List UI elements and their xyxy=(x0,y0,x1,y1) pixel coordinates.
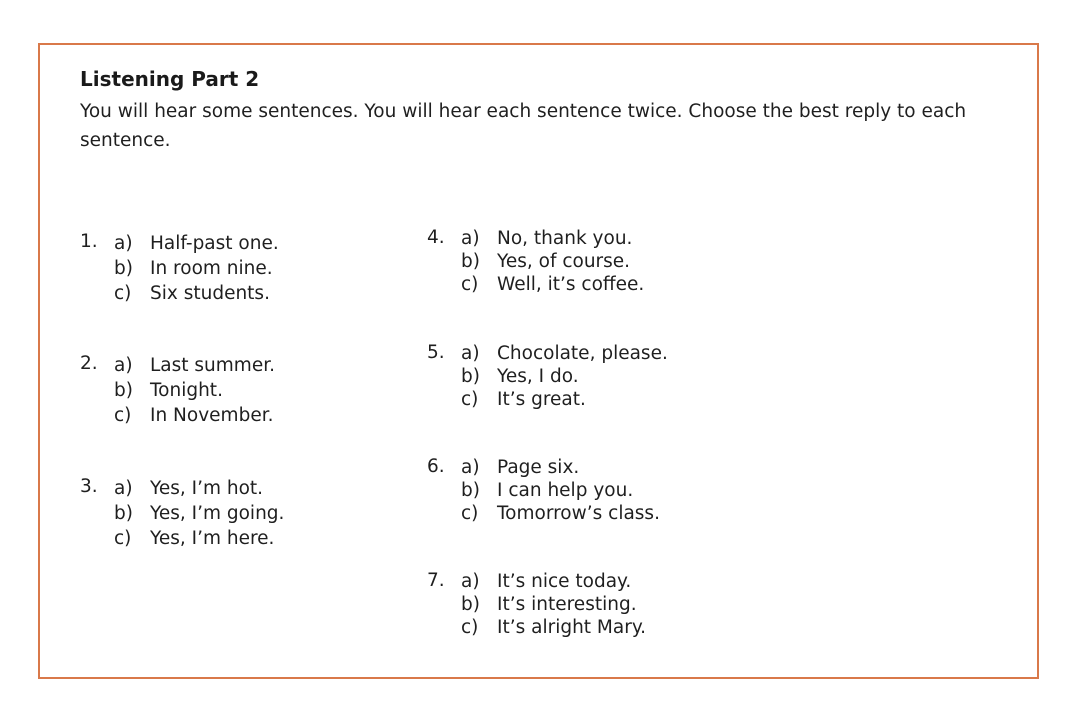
option-letter: c) xyxy=(114,283,132,304)
question-number: 2. xyxy=(80,353,98,374)
option-c xyxy=(114,526,274,551)
option-c xyxy=(461,502,660,525)
option-letter: a) xyxy=(461,571,480,592)
option-text: It’s nice today. xyxy=(497,571,632,592)
option-b xyxy=(114,501,284,526)
option-letter: b) xyxy=(461,366,480,387)
option-b xyxy=(461,479,633,502)
option-letter: a) xyxy=(114,355,133,376)
exercise-title: Listening Part 2 xyxy=(80,67,260,91)
option-text: In room nine. xyxy=(150,258,273,279)
option-letter: b) xyxy=(461,251,480,272)
option-a xyxy=(461,342,668,365)
option-text: Half-past one. xyxy=(150,233,279,254)
option-b xyxy=(461,365,579,388)
option-a xyxy=(461,456,579,479)
option-text: Last summer. xyxy=(150,355,275,376)
option-text: Yes, I’m going. xyxy=(150,503,285,524)
option-text: Yes, of course. xyxy=(497,251,631,272)
option-a xyxy=(114,476,263,501)
option-letter: b) xyxy=(114,258,133,279)
exercise-instructions: You will hear some sentences. You will hear each sentence twice. Choose the best reply to each sentence. xyxy=(80,101,967,151)
exercise-frame xyxy=(38,43,1039,679)
option-letter: a) xyxy=(114,478,133,499)
option-a xyxy=(114,353,275,378)
option-letter: a) xyxy=(461,228,480,249)
option-letter: b) xyxy=(114,380,133,401)
option-letter: c) xyxy=(461,274,479,295)
option-letter: b) xyxy=(461,594,480,615)
question-number: 3. xyxy=(80,476,98,497)
option-a xyxy=(461,227,632,250)
option-letter: a) xyxy=(461,343,480,364)
option-text: Page six. xyxy=(497,457,580,478)
option-text: In November. xyxy=(150,405,274,426)
option-b xyxy=(461,250,630,273)
option-letter: a) xyxy=(114,233,133,254)
option-c xyxy=(114,403,273,428)
option-text: Tonight. xyxy=(150,380,223,401)
option-text: Yes, I do. xyxy=(497,366,579,387)
option-text: No, thank you. xyxy=(497,228,633,249)
option-text: Well, it’s coffee. xyxy=(497,274,645,295)
option-text: It’s interesting. xyxy=(497,594,637,615)
option-a xyxy=(114,231,279,256)
question-number: 5. xyxy=(427,342,445,363)
option-b xyxy=(114,256,273,281)
option-a xyxy=(461,570,631,593)
option-b xyxy=(114,378,223,403)
option-letter: b) xyxy=(461,480,480,501)
option-letter: b) xyxy=(114,503,133,524)
option-letter: c) xyxy=(461,389,479,410)
option-c xyxy=(114,281,270,306)
option-c xyxy=(461,616,646,639)
option-letter: a) xyxy=(461,457,480,478)
option-text: Yes, I’m here. xyxy=(150,528,275,549)
question-number: 1. xyxy=(80,231,98,252)
option-c xyxy=(461,388,586,411)
option-text: I can help you. xyxy=(497,480,634,501)
option-text: Tomorrow’s class. xyxy=(497,503,660,524)
option-c xyxy=(461,273,644,296)
question-number: 4. xyxy=(427,227,445,248)
option-letter: c) xyxy=(114,528,132,549)
option-text: It’s great. xyxy=(497,389,586,410)
question-number: 6. xyxy=(427,456,445,477)
option-letter: c) xyxy=(461,503,479,524)
option-letter: c) xyxy=(461,617,479,638)
option-text: It’s alright Mary. xyxy=(497,617,647,638)
option-text: Yes, I’m hot. xyxy=(150,478,264,499)
option-letter: c) xyxy=(114,405,132,426)
option-b xyxy=(461,593,637,616)
option-text: Chocolate, please. xyxy=(497,343,668,364)
option-text: Six students. xyxy=(150,283,270,304)
question-number: 7. xyxy=(427,570,445,591)
